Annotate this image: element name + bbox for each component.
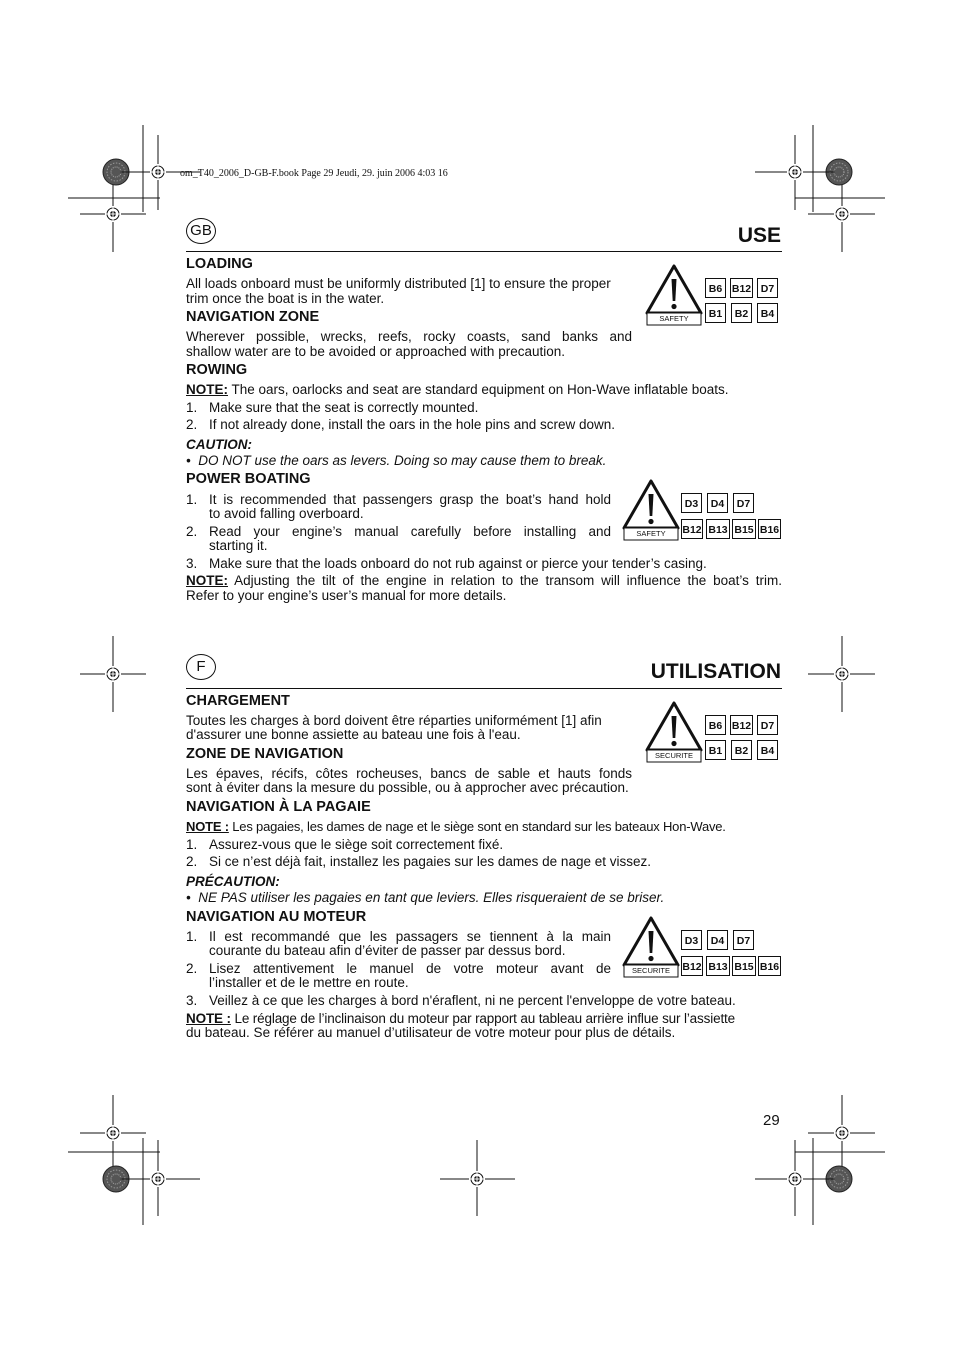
language-badge-gb: GB xyxy=(186,218,216,244)
pagaie-note xyxy=(186,819,726,834)
power-step-3: Make sure that the loads onboard do not rub against or pierce your tender’s casing. xyxy=(209,556,707,571)
code-box: B12 xyxy=(681,519,703,539)
loading-line-1: All loads onboard must be uniformly distributed [1] to ensure the proper xyxy=(186,276,611,291)
caution-label: CAUTION: xyxy=(186,437,252,452)
code-box: B1 xyxy=(705,303,726,323)
code-box: D4 xyxy=(707,930,728,950)
section-title-utilisation: UTILISATION xyxy=(650,660,781,683)
note-text: Les pagaies, les dames de nage et le siège sont en standard sur les bateaux Hon-Wave. xyxy=(228,819,726,834)
power-note-line-2: Refer to your engine’s user’s manual for more details. xyxy=(186,588,507,603)
step-number: 1. xyxy=(186,400,198,415)
code-box: B16 xyxy=(758,956,781,976)
zone-line-2: sont à éviter dans la mesure du possible, ou à approcher avec précaution. xyxy=(186,780,629,795)
power-step-1a: It is recommended that passengers grasp the boat’s hand hold xyxy=(209,492,611,507)
step-number: 1. xyxy=(186,837,198,852)
code-box: D4 xyxy=(707,493,728,513)
note-text: The oars, oarlocks and seat are standard equipment on Hon-Wave inflatable boats. xyxy=(228,382,729,397)
chargement-line-1: Toutes les charges à bord doivent être réparties uniformément [1] afin xyxy=(186,713,602,728)
code-box: B6 xyxy=(705,278,726,298)
heading-zone-navigation: ZONE DE NAVIGATION xyxy=(186,746,344,762)
heading-moteur: NAVIGATION AU MOTEUR xyxy=(186,909,367,925)
code-box: B13 xyxy=(706,956,730,976)
safety-warning-icon xyxy=(644,700,704,767)
code-box: B15 xyxy=(732,956,756,976)
heading-navigation-zone: NAVIGATION ZONE xyxy=(186,309,320,325)
code-box: B2 xyxy=(731,740,752,760)
code-box: B12 xyxy=(681,956,703,976)
heading-rowing: ROWING xyxy=(186,362,248,378)
note-text: Adjusting the tilt of the engine in relation to the transom will influence the boat’s trim. xyxy=(228,573,782,588)
moteur-note-line-1 xyxy=(186,1011,735,1026)
step-number: 2. xyxy=(186,854,198,869)
code-box: B13 xyxy=(706,519,730,539)
code-box: B16 xyxy=(758,519,781,539)
code-box: D7 xyxy=(757,715,778,735)
code-box: B4 xyxy=(757,303,778,323)
code-box: B12 xyxy=(730,715,753,735)
nav-zone-line-1: Wherever possible, wrecks, reefs, rocky coasts, sand banks and xyxy=(186,329,632,344)
safety-label: SECURITE xyxy=(632,966,670,975)
precaution-text: • NE PAS utiliser les pagaies en tant que leviers. Elles risqueraient de se briser. xyxy=(186,890,665,905)
note-label: NOTE : xyxy=(186,1011,231,1026)
precaution-label: PRÉCAUTION: xyxy=(186,874,280,889)
section-title-use: USE xyxy=(737,224,781,247)
zone-line-1: Les épaves, récifs, côtes rocheuses, bancs de sable et hauts fonds xyxy=(186,766,632,781)
precaution-text-body: NE PAS utiliser les pagaies en tant que leviers. Elles risqueraient de se briser. xyxy=(198,890,665,905)
note-text: Le réglage de l’inclinaison du moteur par rapport au tableau arrière influe sur l’assiette xyxy=(230,1011,736,1026)
note-label: NOTE: xyxy=(186,382,228,397)
loading-line-2: trim once the boat is in the water. xyxy=(186,291,385,306)
pagaie-step-1: Assurez-vous que le siège soit correctement fixé. xyxy=(209,837,504,852)
code-box: B12 xyxy=(730,278,753,298)
page-number: 29 xyxy=(763,1112,780,1129)
safety-warning-icon xyxy=(621,478,681,545)
step-number: 2. xyxy=(186,524,198,539)
caution-text-body: DO NOT use the oars as levers. Doing so may cause them to break. xyxy=(198,453,607,468)
code-box: D7 xyxy=(733,930,754,950)
title-rule xyxy=(186,251,782,252)
safety-label: SECURITE xyxy=(655,751,693,760)
rowing-step-2: If not already done, install the oars in the hole pins and screw down. xyxy=(209,417,615,432)
header-meta: om_T40_2006_D-GB-F.book Page 29 Jeudi, 29. juin 2006 4:03 16 xyxy=(180,168,448,179)
code-box: B2 xyxy=(731,303,752,323)
heading-chargement: CHARGEMENT xyxy=(186,693,290,709)
moteur-step-3: Veillez à ce que les charges à bord n'éraflent, ni ne percent l'enveloppe de votre bateau. xyxy=(209,993,736,1008)
step-number: 2. xyxy=(186,961,198,976)
nav-zone-line-2: shallow water are to be avoided or approached with precaution. xyxy=(186,344,565,359)
caution-text: • DO NOT use the oars as levers. Doing so may cause them to break. xyxy=(186,453,607,468)
power-step-2b: starting it. xyxy=(209,538,268,553)
moteur-step-1b: courante du bateau afin d’éviter de passer par dessus bord. xyxy=(209,943,566,958)
rowing-note xyxy=(186,382,729,397)
heading-power-boating: POWER BOATING xyxy=(186,471,311,487)
code-box: B1 xyxy=(705,740,726,760)
code-box: B15 xyxy=(732,519,756,539)
step-number: 2. xyxy=(186,417,198,432)
note-label: NOTE: xyxy=(186,573,228,588)
safety-label: SAFETY xyxy=(659,314,689,323)
code-box: B6 xyxy=(705,715,726,735)
language-badge-f: F xyxy=(186,654,216,680)
moteur-step-2a: Lisez attentivement le manuel de votre moteur avant de xyxy=(209,961,611,976)
moteur-step-2b: l’installer et de le mettre en route. xyxy=(209,975,409,990)
safety-warning-icon xyxy=(621,915,681,982)
chargement-line-2: d'assurer une bonne assiette au bateau une fois à l'eau. xyxy=(186,727,521,742)
code-box: B4 xyxy=(757,740,778,760)
step-number: 3. xyxy=(186,556,198,571)
heading-loading: LOADING xyxy=(186,256,253,272)
moteur-step-1a: Il est recommandé que les passagers se tiennent à la main xyxy=(209,929,611,944)
code-box: D3 xyxy=(681,493,702,513)
code-box: D7 xyxy=(757,278,778,298)
code-box: D7 xyxy=(733,493,754,513)
step-number: 3. xyxy=(186,993,198,1008)
safety-label: SAFETY xyxy=(636,529,666,538)
power-step-1b: to avoid falling overboard. xyxy=(209,506,364,521)
code-box: D3 xyxy=(681,930,702,950)
heading-pagaie: NAVIGATION À LA PAGAIE xyxy=(186,799,371,815)
title-rule xyxy=(186,688,782,689)
safety-warning-icon xyxy=(644,263,704,330)
note-label: NOTE : xyxy=(186,819,229,834)
power-note-line-1 xyxy=(186,573,782,588)
step-number: 1. xyxy=(186,492,198,507)
rowing-step-1: Make sure that the seat is correctly mounted. xyxy=(209,400,479,415)
power-step-2a: Read your engine’s manual carefully before installing and xyxy=(209,524,611,539)
pagaie-step-2: Si ce n’est déjà fait, installez les pagaies sur les dames de nage et vissez. xyxy=(209,854,651,869)
moteur-note-line-2: du bateau. Se référer au manuel d’utilisateur de votre moteur pour plus de détails. xyxy=(186,1025,676,1040)
step-number: 1. xyxy=(186,929,198,944)
